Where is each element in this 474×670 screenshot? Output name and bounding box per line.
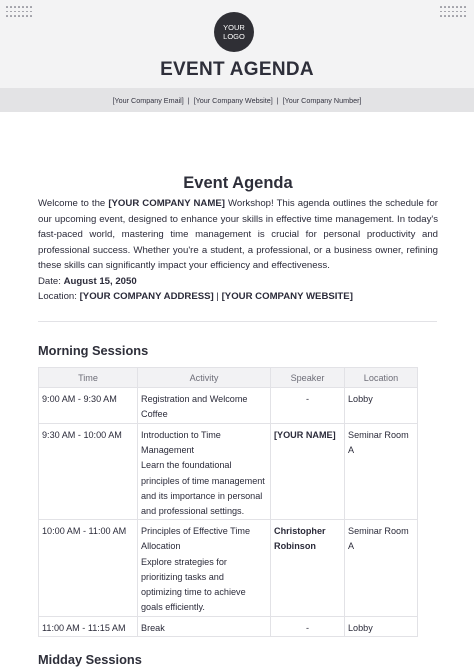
activity-title: Principles of Effective Time Allocation	[141, 526, 251, 552]
contact-separator: |	[276, 95, 279, 105]
event-location	[38, 289, 438, 305]
cell-time: 9:30 AM - 10:00 AM	[39, 424, 138, 520]
activity-description: Explore strategies for prioritizing tasks and optimizing time to achieve goals efficiently.	[141, 556, 246, 613]
intro-paragraph	[38, 196, 438, 274]
activity-title: Introduction to Time Management	[141, 430, 221, 456]
company-logo	[214, 12, 254, 52]
cell-speaker: [YOUR NAME]	[271, 424, 345, 520]
table-row	[39, 617, 418, 637]
cell-location: Lobby	[345, 617, 418, 637]
cell-activity	[138, 520, 271, 617]
logo-line-2: LOGO	[223, 32, 245, 41]
morning-sessions-heading: Morning Sessions	[38, 343, 149, 358]
table-header-row	[39, 368, 418, 388]
table-row	[39, 520, 418, 617]
location-label: Location:	[38, 291, 80, 302]
event-date	[38, 274, 438, 290]
cell-activity: Break	[138, 617, 271, 637]
cell-activity: Registration and Welcome Coffee	[138, 388, 271, 424]
cell-speaker: Christopher Robinson	[271, 520, 345, 617]
cell-location: Lobby	[345, 388, 418, 424]
location-separator: |	[213, 291, 222, 302]
date-value: August 15, 2050	[63, 275, 137, 287]
column-header-speaker: Speaker	[271, 368, 345, 388]
table-row	[39, 388, 418, 424]
cell-time: 11:00 AM - 11:15 AM	[39, 617, 138, 637]
contact-bar	[0, 88, 474, 112]
location-website: [YOUR COMPANY WEBSITE]	[221, 291, 353, 302]
company-website: [Your Company Website]	[193, 95, 273, 105]
cell-time: 9:00 AM - 9:30 AM	[39, 388, 138, 424]
cell-activity	[138, 424, 271, 520]
morning-schedule-table	[38, 367, 418, 637]
cell-location: Seminar Room A	[345, 424, 418, 520]
column-header-location: Location	[345, 368, 418, 388]
activity-description: Learn the foundational principles of time management and its importance in personal and professional settings.	[141, 460, 265, 517]
date-label: Date:	[38, 275, 64, 287]
decorative-dot-grid-right	[440, 6, 468, 17]
location-address: [YOUR COMPANY ADDRESS]	[79, 291, 214, 302]
company-number: [Your Company Number]	[282, 95, 362, 105]
column-header-activity: Activity	[138, 368, 271, 388]
page-header	[0, 0, 474, 88]
column-header-time: Time	[39, 368, 138, 388]
section-title: Event Agenda	[183, 174, 293, 192]
cell-location: Seminar Room A	[345, 520, 418, 617]
company-email: [Your Company Email]	[112, 95, 184, 105]
section-divider	[38, 321, 437, 322]
logo-line-1: YOUR	[223, 23, 245, 32]
midday-sessions-heading: Midday Sessions	[38, 652, 142, 667]
cell-time: 10:00 AM - 11:00 AM	[39, 520, 138, 617]
intro-body: Workshop! This agenda outlines the schedule for our upcoming event, designed to enhance your skills in effective time management. In today's fast-paced world, mastering time management is crucial for personal productivity and professional success. Whether you're a student, a professional, or a business owner, refining these skills can significantly impact your efficiency and effectiveness.	[38, 198, 438, 271]
cell-speaker: -	[271, 617, 345, 637]
intro-company-name: [YOUR COMPANY NAME]	[108, 198, 225, 209]
document-title: EVENT AGENDA	[160, 59, 314, 80]
cell-speaker: -	[271, 388, 345, 424]
table-row	[39, 424, 418, 520]
intro-prefix: Welcome to the	[38, 198, 109, 209]
decorative-dot-grid-left	[6, 6, 34, 17]
contact-separator: |	[187, 95, 190, 105]
intro-section	[38, 174, 438, 305]
